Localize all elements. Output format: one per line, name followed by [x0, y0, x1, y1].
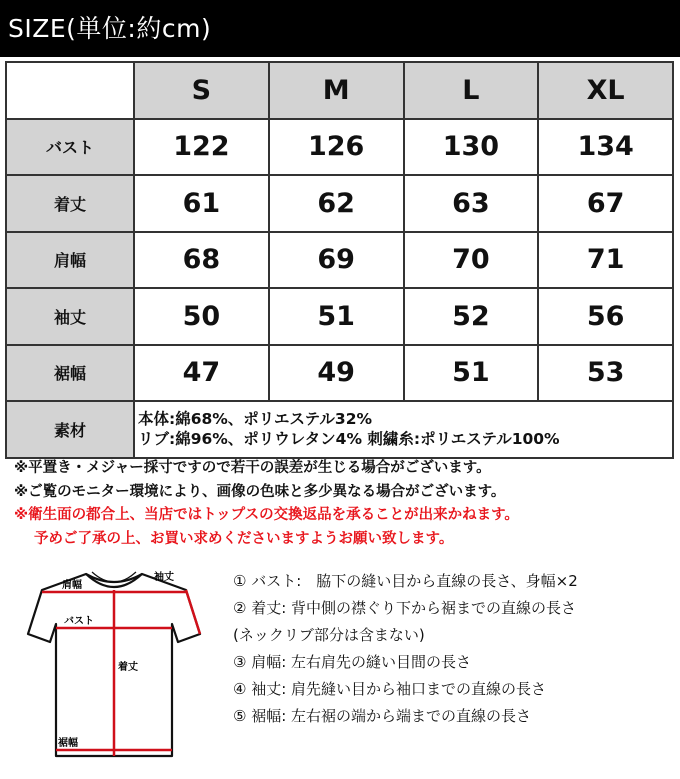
note-monitor: ※ご覧のモニター環境により、画像の色味と多少異なる場合がございます。 — [14, 483, 506, 500]
size-col-xl: XL — [538, 62, 673, 119]
legend-length-note: (ネックリブ部分は含まない) — [233, 626, 425, 644]
measurement-legend — [233, 568, 673, 730]
size-table — [5, 61, 674, 459]
size-title-bar — [0, 0, 680, 57]
table-row-shoulder — [6, 232, 673, 289]
legend-sleeve: ④ 袖丈: 肩先縫い目から袖口までの直線の長さ — [233, 680, 547, 698]
note-acknowledge: 予めご了承の上、お買い求めくださいますようお願い致します。 — [34, 530, 454, 547]
row-label-material: 素材 — [6, 401, 134, 458]
notes — [14, 457, 674, 551]
size-col-s: S — [134, 62, 269, 119]
table-row-hem — [6, 345, 673, 402]
note-measurement: ※平置き・メジャー採寸ですので若干の誤差が生じる場合がございます。 — [14, 460, 491, 476]
cell-sleeve-m: 51 — [269, 288, 404, 345]
cell-length-l: 63 — [404, 175, 539, 232]
table-row-bust — [6, 119, 673, 176]
cell-hem-m: 49 — [269, 345, 404, 402]
cell-length-m: 62 — [269, 175, 404, 232]
diagram-label-hem: 裾幅 — [58, 738, 78, 749]
size-col-l: L — [404, 62, 539, 119]
row-label-bust: バスト — [6, 119, 134, 176]
row-label-length: 着丈 — [6, 175, 134, 232]
legend-bust: ① バスト: 脇下の縫い目から直線の長さ、身幅×2 — [233, 572, 578, 590]
tshirt-diagram — [14, 560, 214, 765]
size-title: SIZE(単位:約cm) — [8, 14, 212, 43]
legend-hem: ⑤ 裾幅: 左右裾の端から端までの直線の長さ — [233, 707, 532, 725]
cell-shoulder-m: 69 — [269, 232, 404, 289]
legend-length: ② 着丈: 背中側の襟ぐり下から裾までの直線の長さ — [233, 599, 577, 617]
material-cell — [134, 401, 673, 458]
cell-length-s: 61 — [134, 175, 269, 232]
cell-sleeve-xl: 56 — [538, 288, 673, 345]
cell-sleeve-l: 52 — [404, 288, 539, 345]
material-line-rib: リブ:綿96%、ポリウレタン4% 刺繍糸:ポリエステル100% — [138, 430, 560, 449]
table-row-sleeve — [6, 288, 673, 345]
cell-hem-s: 47 — [134, 345, 269, 402]
cell-bust-s: 122 — [134, 119, 269, 176]
cell-bust-l: 130 — [404, 119, 539, 176]
row-label-sleeve: 袖丈 — [6, 288, 134, 345]
table-row-material — [6, 401, 673, 458]
cell-shoulder-s: 68 — [134, 232, 269, 289]
row-label-shoulder: 肩幅 — [6, 232, 134, 289]
material-line-body: 本体:綿68%、ポリエステル32% — [138, 410, 373, 429]
diagram-label-bust: バスト — [64, 616, 94, 627]
cell-sleeve-s: 50 — [134, 288, 269, 345]
cell-hem-l: 51 — [404, 345, 539, 402]
cell-bust-m: 126 — [269, 119, 404, 176]
table-corner — [6, 62, 134, 119]
note-no-returns: ※衛生面の都合上、当店ではトップスの交換返品を承ることが出来かねます。 — [14, 507, 519, 523]
diagram-label-shoulder: 肩幅 — [62, 580, 82, 591]
size-col-m: M — [269, 62, 404, 119]
legend-shoulder: ③ 肩幅: 左右肩先の縫い目間の長さ — [233, 653, 472, 671]
diagram-label-length: 着丈 — [118, 662, 138, 673]
tshirt-outline-icon — [14, 560, 214, 765]
diagram-label-sleeve: 袖丈 — [154, 572, 174, 583]
cell-bust-xl: 134 — [538, 119, 673, 176]
cell-length-xl: 67 — [538, 175, 673, 232]
cell-shoulder-l: 70 — [404, 232, 539, 289]
cell-shoulder-xl: 71 — [538, 232, 673, 289]
size-header-row — [6, 62, 673, 119]
table-row-length — [6, 175, 673, 232]
row-label-hem: 裾幅 — [6, 345, 134, 402]
cell-hem-xl: 53 — [538, 345, 673, 402]
